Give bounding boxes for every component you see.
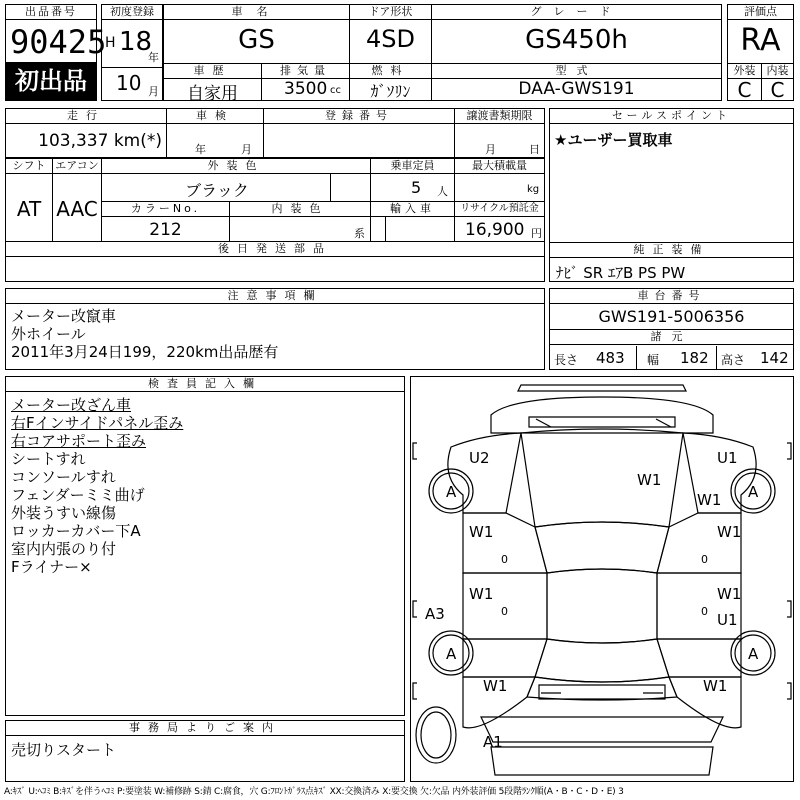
mark-u2: U2 [469,449,490,467]
displacement-unit: cc [330,85,341,96]
mark-zero: 0 [701,553,708,566]
exterior-label: 外装 [728,64,761,79]
mark-a3: A3 [425,605,445,623]
mark-w1-rear-right: W1 [703,677,728,695]
first-reg-month: 10 [116,71,142,95]
color-no: 212 [149,220,182,240]
fuel-cell [349,63,432,101]
inspector-line: コンソールすれ [11,468,116,486]
shift-label: シフト [6,159,52,174]
month-unit: 月 [148,85,159,98]
color-no-cell [101,201,230,242]
recycle-cell [454,201,545,242]
transfer-day-unit: 日 [529,143,540,156]
mark-w1-hood: W1 [637,471,662,489]
exterior-score: C [737,78,752,102]
mark-w1-left-rear-door: W1 [469,585,494,603]
height-label: 高さ [721,353,746,367]
int-color-suffix: 系 [354,227,365,240]
era: H [105,35,116,51]
interior-score-cell [761,63,794,101]
overall-score: RA [740,23,781,58]
reg-no-cell [263,108,455,158]
ac-label: エアコン [53,159,101,174]
fuel: ｶﾞｿﾘﾝ [370,82,411,101]
history: 自家用 [187,84,238,104]
import-label: 輸入車 [371,202,454,217]
mark-zero: 0 [501,605,508,618]
first-reg-year: 18 [119,27,153,57]
model: DAA-GWS191 [518,79,635,99]
spec-label: 諸元 [550,329,793,345]
height: 142 [760,349,789,367]
reg-no-label: 登録番号 [264,109,454,124]
inspector-line: ロッカーカバー下A [11,522,141,540]
score-cell [727,4,794,64]
office-text: 売切りスタート [11,741,117,759]
mark-a-rear-left-wheel: A [446,645,457,663]
load-label: 最大積載量 [455,159,544,174]
ac: AAC [56,197,98,221]
inspector-line: フェンダーミミ曲げ [11,486,145,504]
displacement-cell [261,63,350,101]
inspector-line: シートすれ [11,450,86,468]
recycle: 16,900 [465,220,525,240]
sales-point-label: セールスポイント [550,109,793,124]
note-line: 2011年3月24日199，220km出品歴有 [11,343,279,361]
chassis-cell [549,288,794,370]
first-reg-cell [101,4,163,101]
capacity-unit: 人 [437,185,448,198]
equipment: ﾅﾋﾞ SR ｴｱB PS PW [556,264,686,282]
inspector-line: Fライナー× [11,558,92,576]
recycle-unit: 円 [531,227,542,240]
inspector-line: 右Fインサイドパネル歪み [11,414,184,432]
notes-label: 注意事項欄 [6,289,544,304]
ac-cell [52,158,102,242]
shift-cell [5,158,53,242]
mark-a1: A1 [483,733,503,751]
car-name: GS [238,25,275,55]
chassis-label: 車台番号 [550,289,793,304]
recycle-label: リサイクル預託金 [455,202,544,217]
mileage-label: 走行 [6,109,166,124]
car-diagram [411,377,793,781]
load-cell [454,158,545,202]
door-label: ドア形状 [350,5,431,20]
color-label: 外装色 [102,159,370,174]
car-name-label: 車名 [164,5,349,20]
color-cell [101,158,371,202]
displacement-label: 排気量 [262,64,349,79]
mileage: 103,337 km(*) [38,131,162,151]
mark-w1-right-front-door: W1 [717,523,742,541]
inspector-cell [5,376,405,716]
load-unit: kg [527,184,540,195]
color-no-label: カラーNo. [102,202,229,217]
inspector-label: 検査員記入欄 [6,377,404,392]
int-color-label: 内装色 [230,202,370,217]
first-reg-label: 初度登録 [102,5,162,20]
legend-footer: A:ｷｽﾞ U:ﾍｺﾐ B:ｷｽﾞを伴うﾍｺﾐ P:要塗装 W:補修跡 S:錆 C:腐食，穴 G:ﾌﾛﾝﾄｶﾞﾗｽ点ｷｽﾞ XX:交換済み X:要交換 欠:欠品 内外装評価 5段階ﾗﾝｸ順(A・B・C・D・E) 3 [4,787,624,797]
mark-zero: 0 [501,553,508,566]
lot-no-label: 出品番号 [6,5,96,20]
sales-point: ★ユーザー買取車 [554,131,673,149]
fuel-label: 燃料 [350,64,431,79]
mark-w1-right-rear-door: W1 [717,585,742,603]
capacity-label: 乗車定員 [371,159,454,174]
first-listing-badge: 初出品 [5,62,97,101]
width-label: 幅 [647,353,660,367]
int-color-cell [229,201,371,242]
grade-cell [431,4,722,64]
mileage-cell [5,108,167,158]
capacity-cell [370,158,455,202]
inspection-year-unit: 年 [195,143,206,156]
inspection-month-unit: 月 [241,143,252,156]
mark-u1-top: U1 [717,449,738,467]
car-name-cell [163,4,350,64]
mark-w1-right-fender: W1 [697,491,722,509]
inspector-line: 外装うすい線傷 [11,504,117,522]
door-cell [349,4,432,64]
notes-cell [5,288,545,370]
transfer-label: 譲渡書類期限 [455,109,544,124]
inspection-label: 車検 [167,109,263,124]
inspector-line: 室内内張のり付 [11,540,117,558]
mark-a-front-right-wheel: A [748,483,759,501]
shift: AT [16,197,42,221]
grade: GS450h [525,25,628,55]
mark-u1-right-rear: U1 [717,611,738,629]
score-label: 評価点 [728,5,793,20]
mark-a-rear-right-wheel: A [748,645,759,663]
transfer-month-unit: 月 [485,143,496,156]
inspector-line: メーター改ざん車 [11,396,132,414]
sales-point-cell [549,108,794,243]
history-cell [163,63,262,104]
mark-w1-rear-left: W1 [483,677,508,695]
equipment-cell [549,242,794,282]
office-cell [5,720,405,782]
color: ブラック [185,181,249,200]
office-label: 事務局よりご案内 [6,721,404,736]
parts-label: 後日発送部品 [6,242,544,257]
history-label: 車歴 [164,64,261,79]
note-line: メーター改竄車 [11,307,117,325]
model-label: 型式 [432,64,721,79]
import-cell [370,201,455,242]
equipment-label: 純正装備 [550,243,793,258]
door-type: 4SD [366,25,415,53]
displacement: 3500 [284,79,328,99]
inspector-line: 右コアサポート歪み [11,432,147,450]
model-cell [431,63,722,101]
width: 182 [680,349,709,367]
mark-zero: 0 [701,605,708,618]
interior-score: C [770,78,785,102]
transfer-cell [454,108,545,158]
grade-label: グレード [432,5,721,20]
interior-label: 内装 [762,64,793,79]
lot-no: 90425 [10,23,107,61]
parts-cell [5,241,545,282]
mark-a-front-left-wheel: A [446,483,457,501]
year-unit: 年 [148,51,159,64]
car-diagram-frame [410,376,794,782]
chassis-number: GWS191-5006356 [598,307,745,326]
length: 483 [596,349,625,367]
exterior-score-cell [727,63,762,101]
length-label: 長さ [554,353,579,367]
mark-w1-left-front-door: W1 [469,523,494,541]
note-line: 外ホイール [11,325,86,343]
inspection-cell [166,108,264,158]
capacity: 5 [411,178,422,197]
